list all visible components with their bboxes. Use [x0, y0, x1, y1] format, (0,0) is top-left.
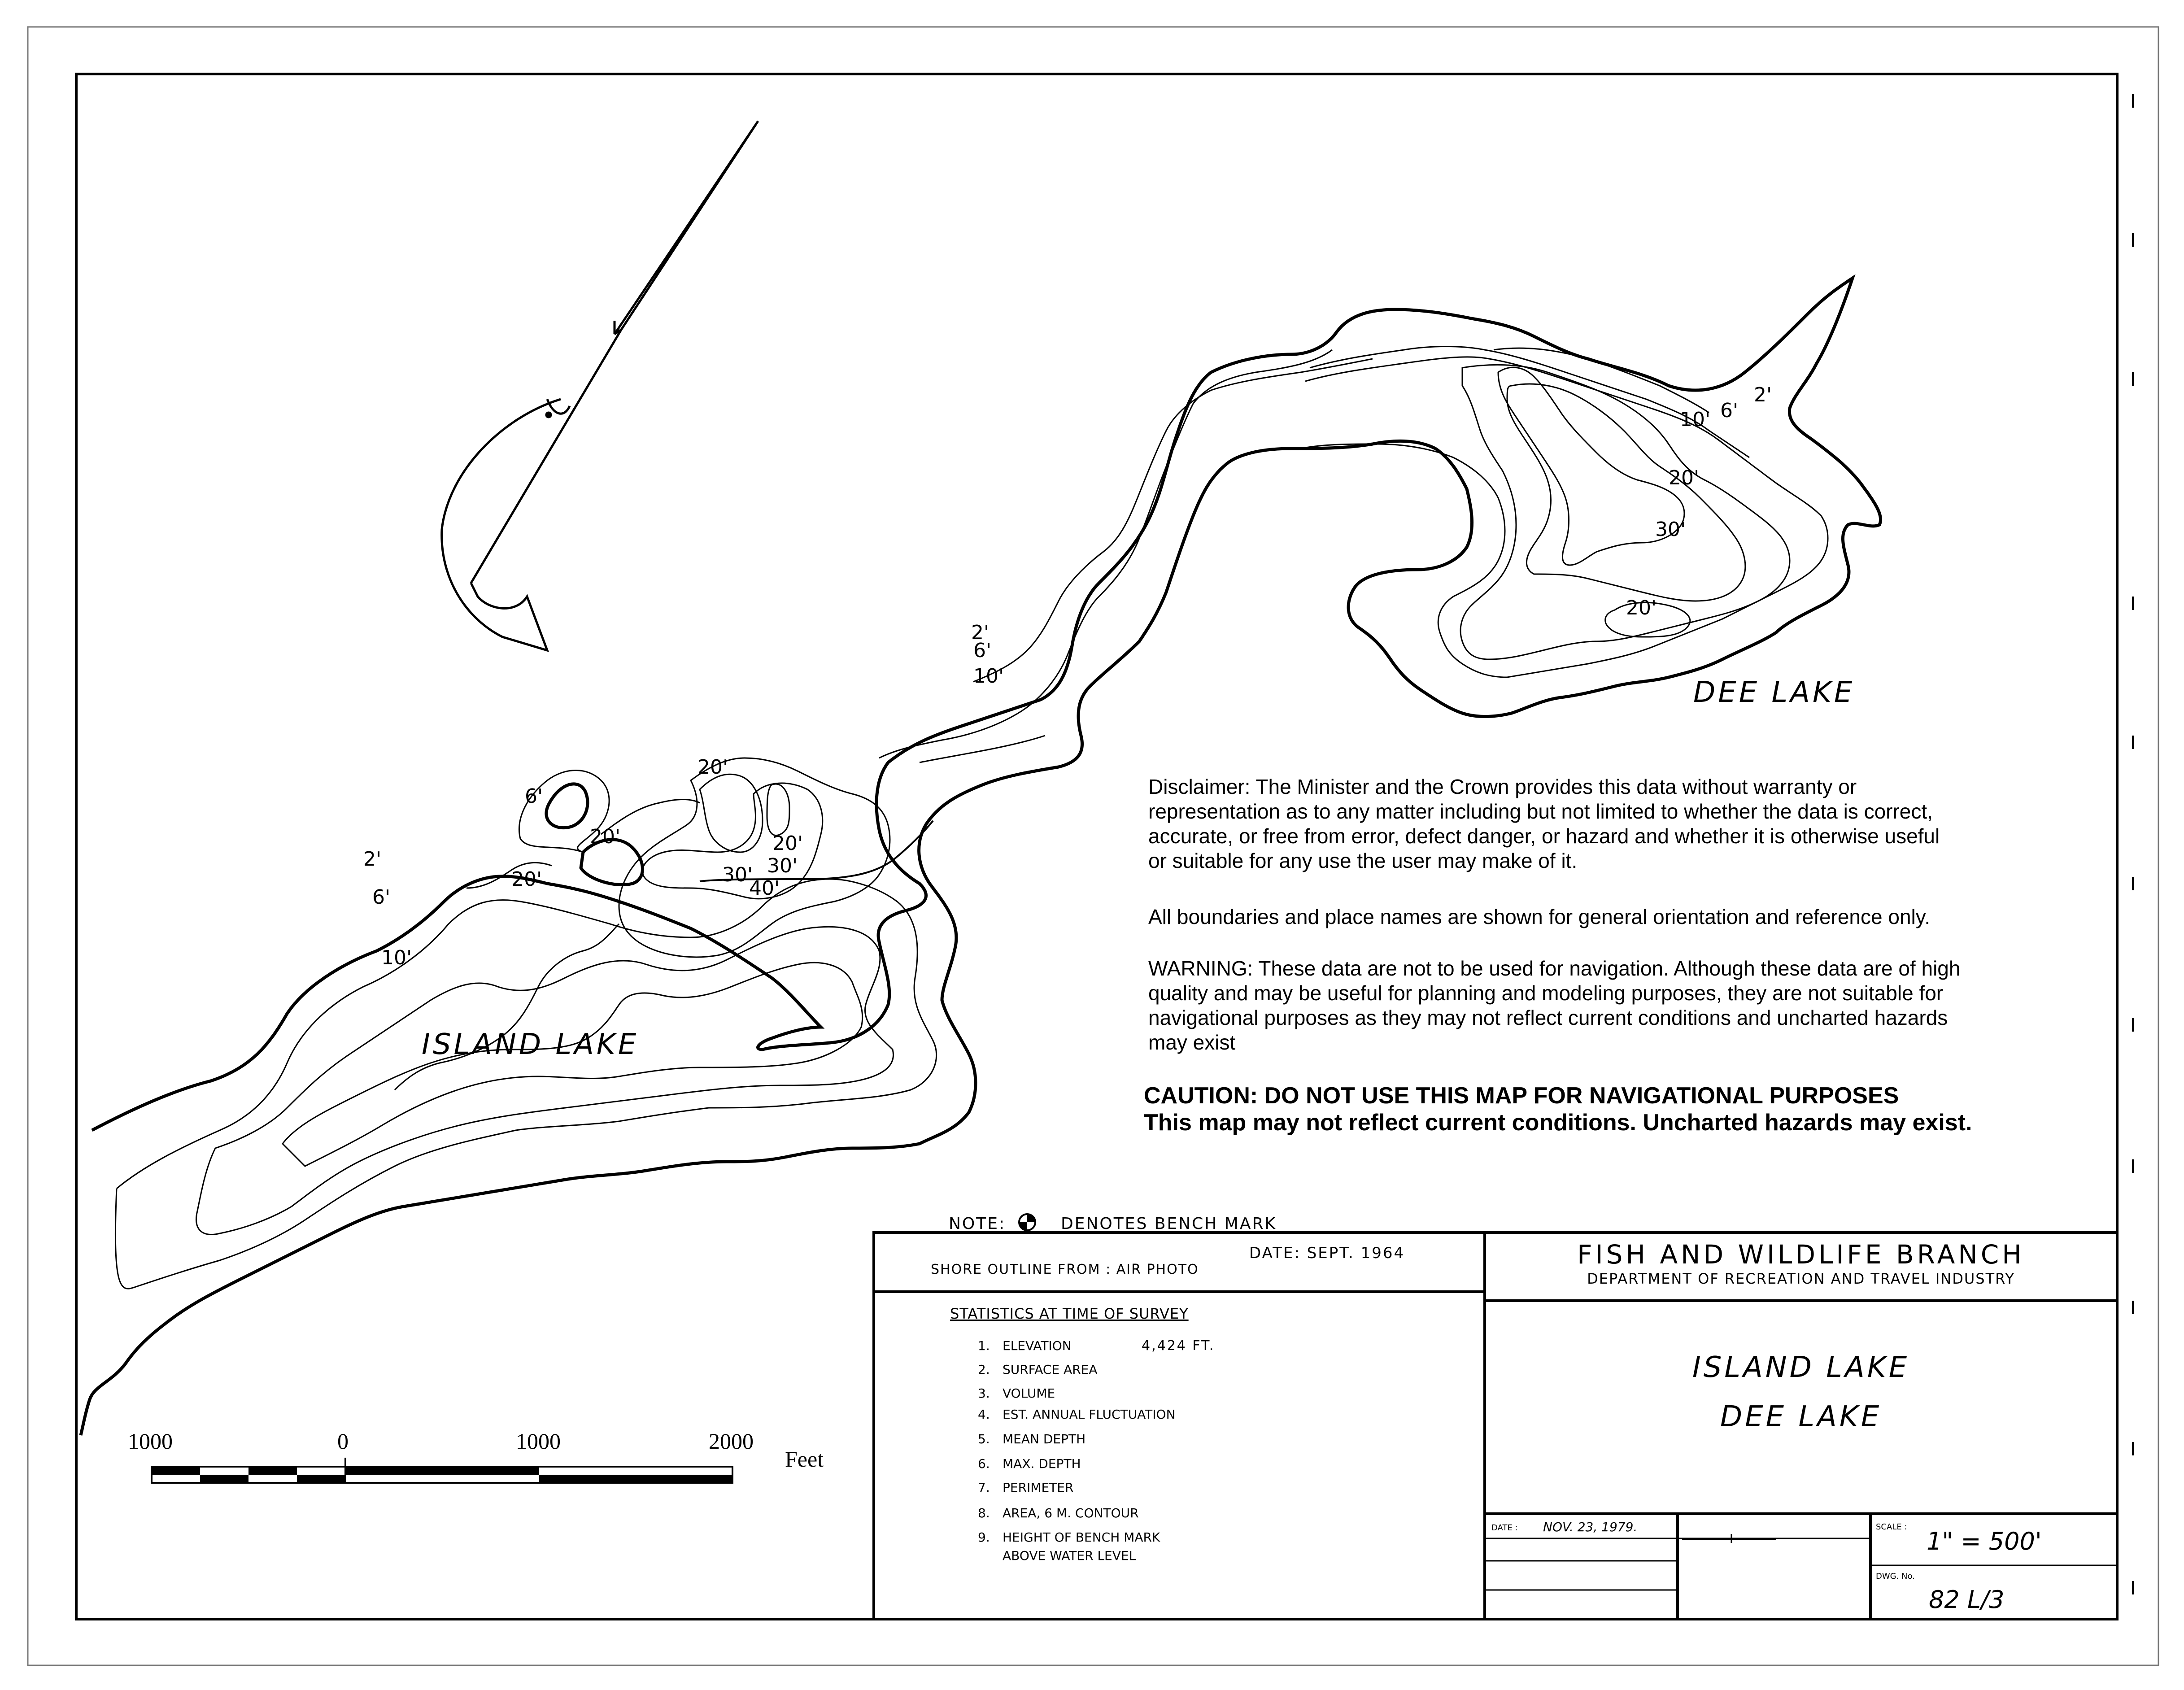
disclaimer-line: or suitable for any use the user may make of it. — [1148, 849, 1578, 872]
stat-label: AREA, 6 M. CONTOUR — [1003, 1506, 1139, 1520]
stat-label: MEAN DEPTH — [1003, 1432, 1086, 1446]
stat-num: 9. — [978, 1530, 990, 1545]
scale-value: 1" = 500' — [1927, 1527, 2042, 1555]
stat-label: ELEVATION — [1003, 1338, 1072, 1353]
contour-label: 6' — [973, 639, 992, 662]
contour-label: 30' — [767, 854, 798, 877]
contour-label: 20' — [1669, 466, 1700, 489]
stat-num: 5. — [978, 1432, 990, 1446]
disclaimer-line: WARNING: These data are not to be used for navigation. Although these data are of high — [1148, 957, 1961, 980]
north-arrow-icon — [442, 121, 758, 650]
note-prefix: NOTE: — [949, 1215, 1006, 1233]
contour-label: 20' — [590, 825, 621, 848]
stat-num: 1. — [978, 1338, 990, 1353]
lake-name-island: ISLAND LAKE — [422, 1028, 639, 1061]
stat-value: 4,424 FT. — [1142, 1338, 1215, 1354]
disclaimer-line: accurate, or free from error, defect danger, or hazard and whether it is otherwise useful — [1148, 824, 1940, 848]
stat-num: 8. — [978, 1506, 990, 1520]
contour-label: 40' — [749, 877, 780, 900]
disclaimer — [1148, 775, 1960, 1054]
scale-unit: Feet — [785, 1446, 824, 1472]
date-label: DATE : — [1491, 1523, 1518, 1533]
branch-name: FISH AND WILDLIFE BRANCH — [1577, 1239, 2025, 1270]
scale-label-title: SCALE : — [1876, 1522, 1907, 1532]
contour-label: 10' — [1680, 408, 1711, 431]
disclaimer-line: may exist — [1148, 1031, 1236, 1054]
contour-label: 2' — [971, 621, 990, 644]
disclaimer-line: navigational purposes as they may not reflect current conditions and uncharted hazards — [1148, 1006, 1948, 1029]
stat-label: EST. ANNUAL FLUCTUATION — [1003, 1407, 1176, 1422]
date-value: NOV. 23, 1979. — [1543, 1520, 1638, 1534]
stat-num: 4. — [978, 1407, 990, 1422]
caution-text: This map may not reflect current conditions. Uncharted hazards may exist. — [1144, 1110, 1972, 1136]
contour-label: 10' — [381, 946, 412, 969]
contour-label: 6' — [525, 785, 543, 808]
scale-label: 0 — [337, 1429, 349, 1454]
note-text: DENOTES BENCH MARK — [1061, 1215, 1277, 1233]
map-title-2: DEE LAKE — [1720, 1400, 1882, 1433]
stat-label: PERIMETER — [1003, 1480, 1074, 1495]
department-name: DEPARTMENT OF RECREATION AND TRAVEL INDUSTRY — [1587, 1270, 2015, 1287]
contour-label: 20' — [1626, 597, 1657, 619]
contour-label: 20' — [511, 868, 542, 891]
contour-label: 20' — [697, 756, 728, 779]
stat-num: 6. — [978, 1456, 990, 1471]
map-title-1: ISLAND LAKE — [1692, 1351, 1910, 1384]
contour-label: 2' — [1754, 383, 1772, 406]
contour-labels — [363, 383, 1772, 969]
caution-heading: CAUTION: DO NOT USE THIS MAP FOR NAVIGATIONAL PURPOSES — [1144, 1083, 1899, 1109]
disclaimer-line: Disclaimer: The Minister and the Crown provides this data without warranty or — [1148, 775, 1857, 798]
contour-label: 6' — [1720, 399, 1739, 422]
disclaimer-line: representation as to any matter including but not limited to whether the data is correct, — [1148, 800, 1933, 823]
stat-num: 3. — [978, 1386, 990, 1401]
dwg-value: 82 L/3 — [1929, 1585, 2005, 1614]
stat-label: MAX. DEPTH — [1003, 1456, 1081, 1471]
disclaimer-line: All boundaries and place names are shown for general orientation and reference only. — [1148, 905, 1931, 928]
stat-label: SURFACE AREA — [1003, 1362, 1098, 1377]
contour-label: 30' — [1655, 518, 1686, 541]
stat-label: VOLUME — [1003, 1386, 1055, 1401]
scale-label: 1000 — [516, 1429, 561, 1454]
title-block-text — [931, 1239, 2042, 1614]
bench-mark-icon — [1019, 1214, 1035, 1230]
dwg-label: DWG. No. — [1876, 1572, 1915, 1581]
stat-num: 7. — [978, 1480, 990, 1495]
shore-outline-source: SHORE OUTLINE FROM : AIR PHOTO — [931, 1262, 1199, 1277]
scale-label: 2000 — [709, 1429, 754, 1454]
stat-label: HEIGHT OF BENCH MARK — [1003, 1530, 1160, 1545]
lake-name-dee: DEE LAKE — [1693, 676, 1855, 709]
contour-label: 10' — [973, 665, 1004, 688]
contour-label: 6' — [372, 886, 391, 909]
contour-label: 20' — [772, 832, 803, 855]
contour-label: 2' — [363, 848, 382, 871]
contour-label: 30' — [722, 863, 753, 886]
stat-num: 2. — [978, 1362, 990, 1377]
survey-date: DATE: SEPT. 1964 — [1249, 1244, 1405, 1262]
stats-heading: STATISTICS AT TIME OF SURVEY — [950, 1305, 1189, 1322]
scale-label: 1000 — [128, 1429, 173, 1454]
scale-bar — [128, 1429, 824, 1483]
disclaimer-line: quality and may be useful for planning and modeling purposes, they are not suitable for — [1148, 981, 1944, 1005]
stat-label-continued: ABOVE WATER LEVEL — [1003, 1548, 1136, 1563]
